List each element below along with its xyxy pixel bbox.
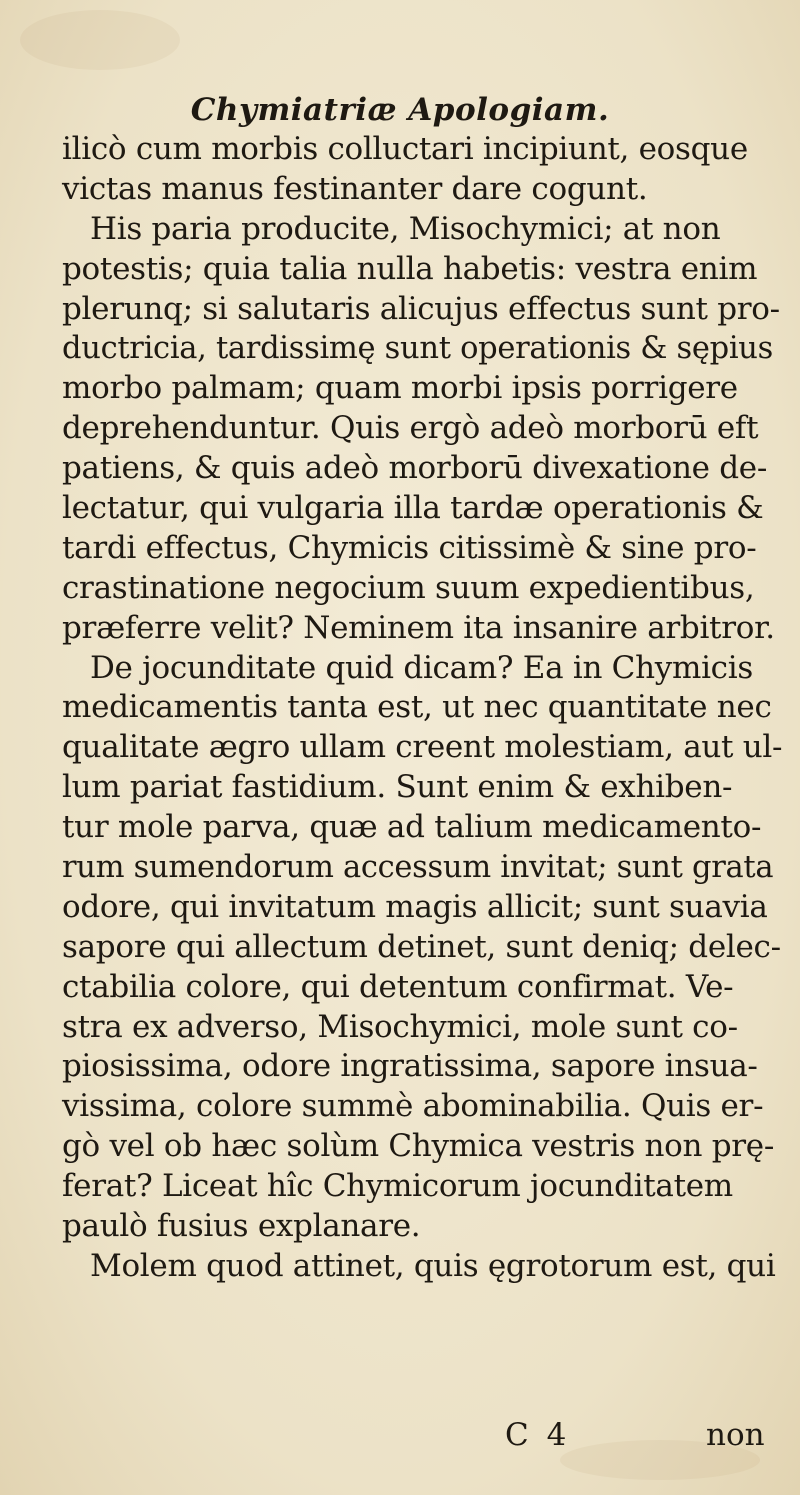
text-line: vissima, colore summè abominabilia. Quis er- xyxy=(62,1088,764,1125)
text-line: ilicò cum morbis colluctari incipiunt, eosque xyxy=(62,131,748,167)
running-header: Chymiatriæ Apologiam. xyxy=(190,92,610,128)
text-line: ductricia, tardissimę sunt operationis & sępius xyxy=(62,331,774,367)
text-line: deprehenduntur. Quis ergò adeò morborū eft xyxy=(62,410,759,447)
text-line: gò vel ob hæc solùm Chymica vestris non prę- xyxy=(62,1128,775,1165)
signature-mark: C 4 xyxy=(505,1417,571,1453)
text-line: qualitate ægro ullam creent molestiam, aut ul- xyxy=(62,729,783,766)
text-line: De jocunditate quid dicam? Ea in Chymicis xyxy=(90,649,753,686)
text-line: victas manus festinanter dare cogunt. xyxy=(62,170,648,207)
text-line: medicamentis tanta est, ut nec quantitate nec xyxy=(62,689,772,726)
text-line: potestis; quia talia nulla habetis: vestra enim xyxy=(62,250,758,287)
text-line: stra ex adverso, Misochymici, mole sunt co- xyxy=(62,1008,738,1045)
body-text xyxy=(62,130,782,1287)
catchword: non xyxy=(706,1417,765,1453)
text-line: morbo palmam; quam morbi ipsis porrigere xyxy=(62,370,738,407)
text-line: ferat? Liceat hîc Chymicorum jocunditatem xyxy=(62,1168,733,1205)
text-line: patiens, & quis adeò morborū divexatione de- xyxy=(62,450,768,487)
text-line: rum sumendorum accessum invitat; sunt grata xyxy=(62,850,774,886)
text-line: piosissima, odore ingratissima, sapore insua- xyxy=(62,1048,758,1085)
text-line: plerunq; si salutaris alicujus effectus sunt pro- xyxy=(62,290,780,327)
paper-stain xyxy=(20,10,180,70)
page-footer xyxy=(0,1413,800,1457)
text-line: tardi effectus, Chymicis citissimè & sine pro- xyxy=(62,529,757,566)
text-line: lectatur, qui vulgaria illa tardæ operationis & xyxy=(62,490,764,527)
text-line: tur mole parva, quæ ad talium medicamento- xyxy=(62,809,762,846)
text-line: præferre velit? Neminem ita insanire arbitror. xyxy=(62,609,775,646)
text-line: sapore qui allectum detinet, sunt deniq; delec- xyxy=(62,928,781,965)
text-line: ctabilia colore, qui detentum confirmat. Ve- xyxy=(62,968,734,1005)
text-line: His paria producite, Misochymici; at non xyxy=(90,210,721,247)
text-line: Molem quod attinet, quis ęgrotorum est, qui xyxy=(90,1247,776,1284)
text-line: lum pariat fastidium. Sunt enim & exhiben- xyxy=(62,769,733,806)
text-line: paulò fusius explanare. xyxy=(62,1208,421,1245)
text-line: crastinatione negocium suum expedientibus, xyxy=(62,569,755,606)
text-line: odore, qui invitatum magis allicit; sunt suavia xyxy=(62,888,768,925)
